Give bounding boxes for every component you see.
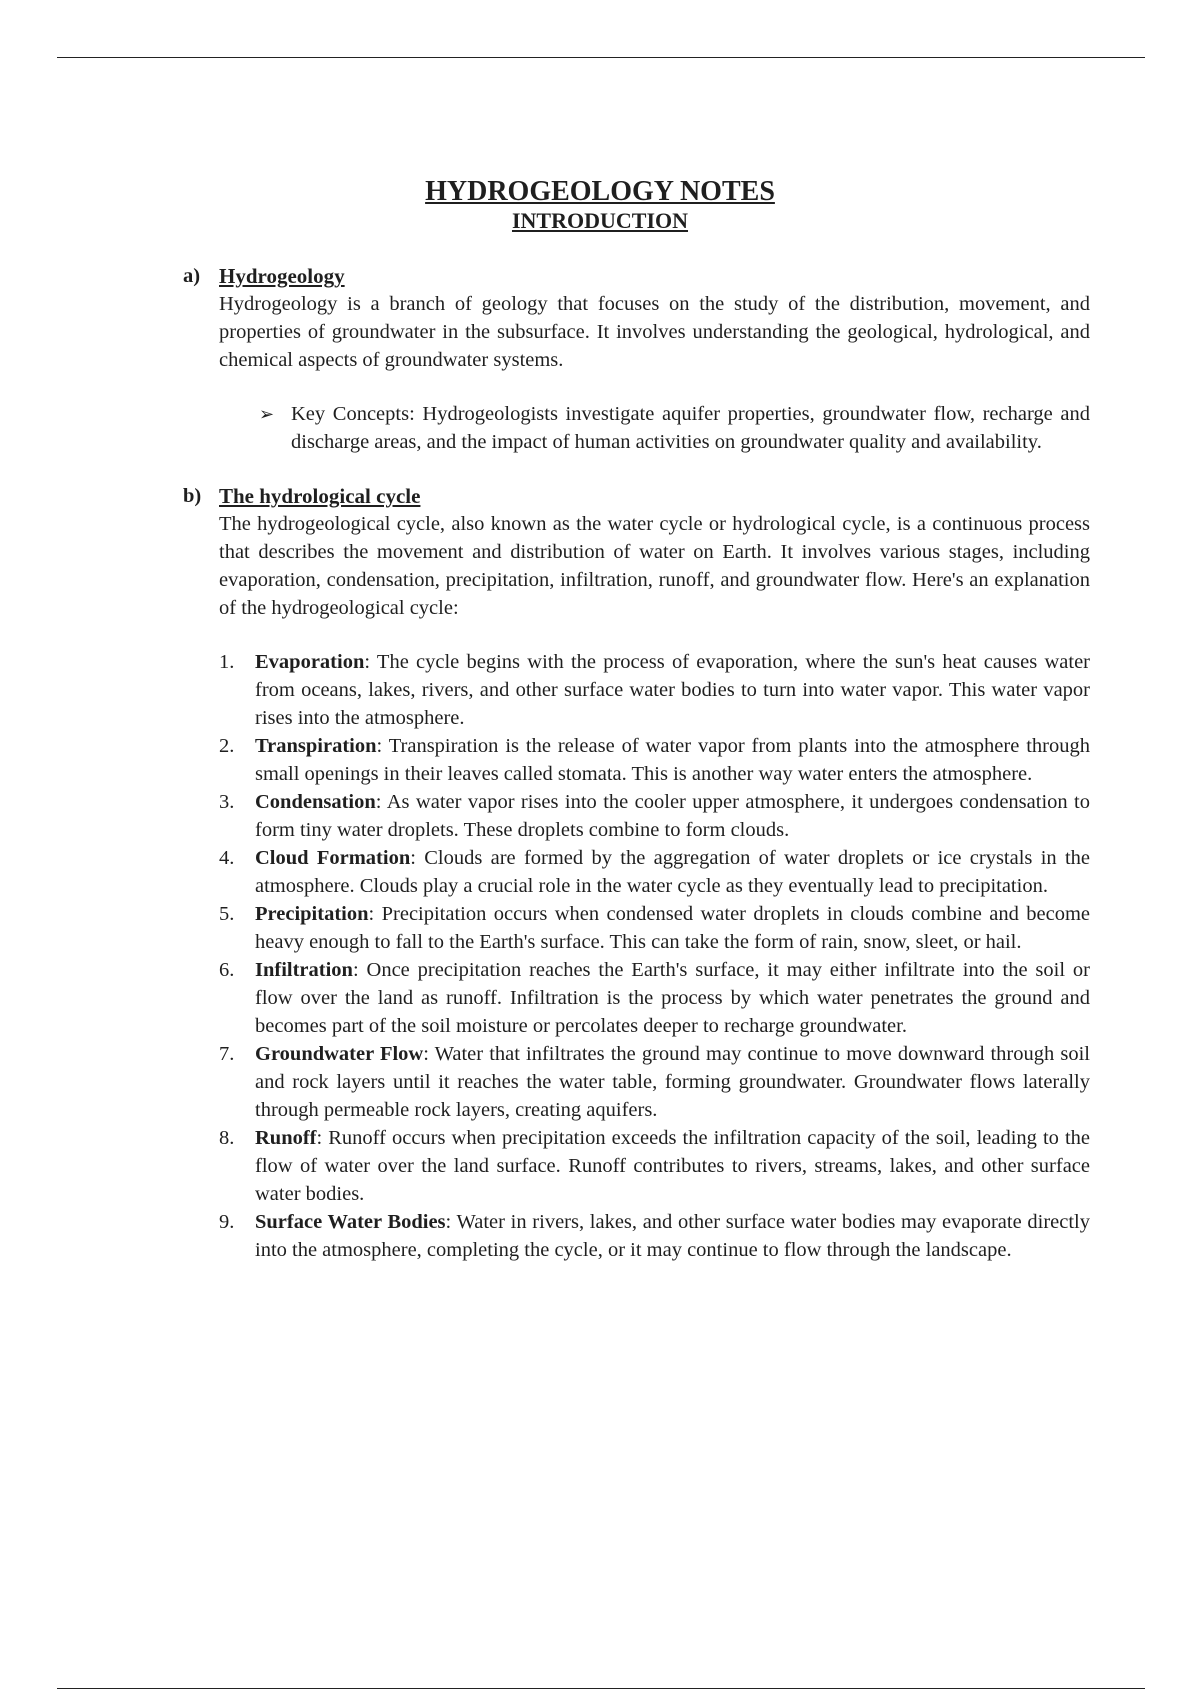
list-item [219, 732, 1090, 788]
section-a-marker: a) [183, 265, 201, 287]
list-item [219, 648, 1090, 732]
section-a-paragraph: Hydrogeology is a branch of geology that focuses on the study of the distribution, movement, and properties of groundwater in the subsurface. It involves understanding the geological, hydrological, and chemical aspects of groundwater systems. [219, 293, 1090, 371]
list-item [219, 788, 1090, 844]
list-number: 3. [219, 791, 235, 813]
page-title: HYDROGEOLOGY NOTES [425, 176, 775, 207]
step-term: Precipitation [255, 903, 369, 925]
key-concepts-bullet [219, 400, 1090, 456]
list-item [219, 1124, 1090, 1208]
list-item [219, 1040, 1090, 1124]
step-term: Infiltration [255, 959, 353, 981]
step-text: : The cycle begins with the process of evaporation, where the sun's heat causes water from oceans, lakes, rivers, and other surface water bodies to turn into water vapor. This water vapor rises into the atmosphere. [255, 651, 1090, 729]
step-text: : Water that infiltrates the ground may continue to move downward through soil and rock layers until it reaches the water table, forming groundwater. Groundwater flows laterally through permeable rock layers, creating aquifers. [255, 1043, 1090, 1121]
step-term: Evaporation [255, 651, 365, 673]
step-term: Surface Water Bodies [255, 1211, 446, 1233]
section-a-heading: Hydrogeology [219, 264, 345, 288]
page-subtitle: INTRODUCTION [511, 208, 689, 233]
cycle-steps-list [219, 648, 1090, 1264]
list-item [219, 844, 1090, 900]
step-term: Cloud Formation [255, 847, 411, 869]
list-number: 8. [219, 1127, 235, 1149]
section-hydrogeology [183, 262, 1090, 456]
list-number: 2. [219, 735, 235, 757]
arrow-bullet-icon: ➢ [259, 404, 275, 424]
step-term: Condensation [255, 791, 376, 813]
section-b-marker: b) [183, 485, 202, 507]
key-concepts-text: Key Concepts: Hydrogeologists investigate aquifer properties, groundwater flow, recharge and discharge areas, and the impact of human activities on groundwater quality and availability. [291, 403, 1090, 453]
list-number: 7. [219, 1043, 235, 1065]
section-b-paragraph: The hydrogeological cycle, also known as the water cycle or hydrological cycle, is a continuous process that describes the movement and distribution of water on Earth. It involves various stages, including evaporation, condensation, precipitation, infiltration, runoff, and groundwater flow. Here's an explanation of the hydrogeological cycle: [219, 513, 1090, 619]
list-number: 9. [219, 1211, 235, 1233]
header-rule [57, 57, 1145, 58]
section-hydrological-cycle [183, 482, 1090, 1264]
document-body [183, 262, 1090, 1264]
section-b-heading: The hydrological cycle [219, 484, 421, 508]
title-block [0, 176, 1200, 234]
list-number: 4. [219, 847, 235, 869]
step-text: : Once precipitation reaches the Earth's surface, it may either infiltrate into the soil or flow over the land as runoff. Infiltration is the process by which water penetrates the ground and becomes part of the soil moisture or percolates deeper to recharge groundwater. [255, 959, 1090, 1037]
step-term: Groundwater Flow [255, 1043, 424, 1065]
step-text: : As water vapor rises into the cooler upper atmosphere, it undergoes condensation to form tiny water droplets. These droplets combine to form clouds. [255, 791, 1090, 841]
step-term: Transpiration [255, 735, 377, 757]
footer-rule [57, 1688, 1145, 1689]
list-item [219, 1208, 1090, 1264]
list-item [219, 900, 1090, 956]
list-number: 5. [219, 903, 235, 925]
step-text: : Clouds are formed by the aggregation of water droplets or ice crystals in the atmosphere. Clouds play a crucial role in the water cycle as they eventually lead to precipitation. [255, 847, 1090, 897]
step-term: Runoff [255, 1127, 317, 1149]
step-text: : Precipitation occurs when condensed water droplets in clouds combine and become heavy enough to fall to the Earth's surface. This can take the form of rain, snow, sleet, or hail. [255, 903, 1090, 953]
step-text: : Transpiration is the release of water vapor from plants into the atmosphere through small openings in their leaves called stomata. This is another way water enters the atmosphere. [255, 735, 1090, 785]
list-number: 6. [219, 959, 235, 981]
list-number: 1. [219, 651, 235, 673]
step-text: : Water in rivers, lakes, and other surface water bodies may evaporate directly into the atmosphere, completing the cycle, or it may continue to flow through the landscape. [255, 1211, 1090, 1261]
list-item [219, 956, 1090, 1040]
step-text: : Runoff occurs when precipitation exceeds the infiltration capacity of the soil, leading to the flow of water over the land surface. Runoff contributes to rivers, streams, lakes, and other surface water bodies. [255, 1127, 1090, 1205]
